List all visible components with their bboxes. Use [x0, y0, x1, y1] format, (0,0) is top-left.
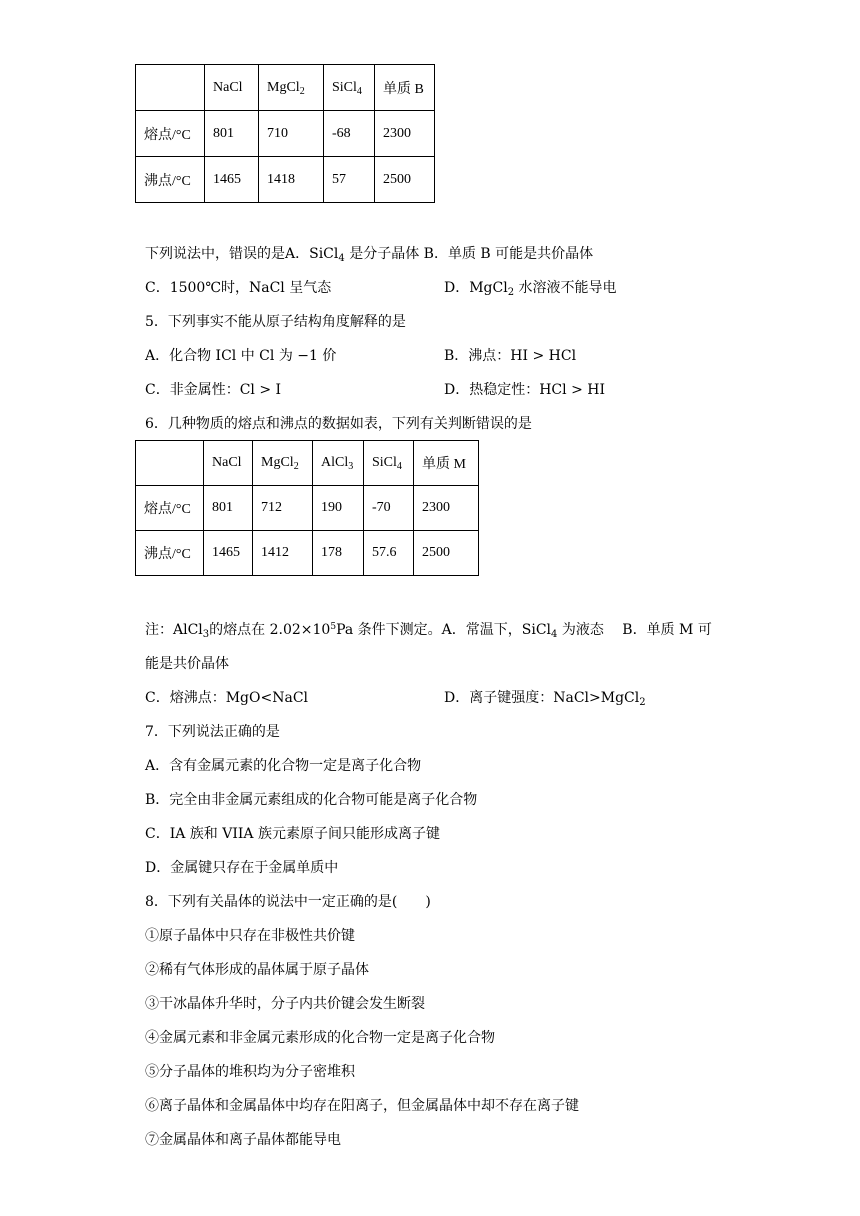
table-cell: 57 [324, 157, 375, 203]
table-header-cell: 单质 M [414, 441, 479, 486]
q8-stem: 8．下列有关晶体的说法中一定正确的是( ) [145, 894, 431, 910]
table-cell: 2500 [375, 157, 435, 203]
q6-note: 注：AlCl$_3$的熔点在 $2.02\times 10^5Pa$ 条件下测定。A．常温下，SiCl$_4$ 为液态 B．单质 M 可 [145, 622, 712, 640]
table-cell: 710 [259, 111, 324, 157]
table-cell: 2300 [414, 486, 479, 531]
table-cell: -70 [364, 486, 414, 531]
table-cell: 801 [204, 486, 253, 531]
table-row [136, 111, 435, 157]
row-label: 沸点/°C [136, 531, 204, 576]
q4-stem-line: 下列说法中，错误的是A．SiCl$_4$ 是分子晶体 B．单质 B 可能是共价晶体 [145, 246, 594, 264]
q6-note-continued: 能是共价晶体 [145, 656, 229, 672]
table-cell: 2500 [414, 531, 479, 576]
q5-stem: 5．下列事实不能从原子结构角度解释的是 [145, 314, 406, 330]
q5-option-c: C．非金属性：Cl > I [145, 382, 282, 398]
row-label: 熔点/°C [136, 111, 205, 157]
table-cell: 1412 [253, 531, 313, 576]
table-header-row [136, 441, 479, 486]
row-label: 熔点/°C [136, 486, 204, 531]
table-cell: 712 [253, 486, 313, 531]
q4-option-c: C．1500℃时，NaCl 呈气态 [145, 280, 332, 296]
table-cell: -68 [324, 111, 375, 157]
q4-option-d: D．MgCl$_2$ 水溶液不能导电 [444, 280, 617, 298]
table-corner-cell [136, 65, 205, 111]
table-cell: 57.6 [364, 531, 414, 576]
table-header-cell: MgCl$_2$ [253, 441, 313, 486]
q7-option-a: A．含有金属元素的化合物一定是离子化合物 [145, 758, 422, 774]
table-row [136, 157, 435, 203]
table-cell: 190 [313, 486, 364, 531]
q8-item: ②稀有气体形成的晶体属于原子晶体 [145, 962, 369, 978]
table-cell: 801 [205, 111, 259, 157]
q7-option-c: C．IA 族和 VIIA 族元素原子间只能形成离子键 [145, 826, 440, 842]
q8-item: ⑤分子晶体的堆积均为分子密堆积 [145, 1064, 355, 1080]
table-cell: 178 [313, 531, 364, 576]
table-cell: 1465 [204, 531, 253, 576]
q8-item: ①原子晶体中只存在非极性共价键 [145, 928, 355, 944]
table-header-cell: NaCl [205, 65, 259, 111]
table-header-cell: 单质 B [375, 65, 435, 111]
table-header-cell: AlCl$_3$ [313, 441, 364, 486]
table-corner-cell [136, 441, 204, 486]
q8-item: ⑥离子晶体和金属晶体中均存在阳离子，但金属晶体中却不存在离子键 [145, 1098, 579, 1114]
melting-boiling-table-2 [135, 440, 479, 576]
q5-option-a: A．化合物 ICl 中 Cl 为 −1 价 [145, 348, 337, 364]
table-cell: 1465 [205, 157, 259, 203]
table-header-cell: MgCl$_2$ [259, 65, 324, 111]
q5-option-b: B．沸点：HI > HCl [444, 348, 577, 364]
q7-option-b: B．完全由非金属元素组成的化合物可能是离子化合物 [145, 792, 478, 808]
table-cell: 2300 [375, 111, 435, 157]
q6-option-d: D．离子键强度：NaCl>MgCl$_2$ [444, 690, 646, 708]
table-header-cell: SiCl$_4$ [324, 65, 375, 111]
q8-item: ③干冰晶体升华时，分子内共价键会发生断裂 [145, 996, 425, 1012]
melting-boiling-table-1 [135, 64, 435, 203]
q6-option-c: C．熔沸点：MgO<NaCl [145, 690, 309, 706]
q7-stem: 7．下列说法正确的是 [145, 724, 280, 740]
q5-option-d: D．热稳定性：HCl > HI [444, 382, 605, 398]
table-header-row [136, 65, 435, 111]
table-header-cell: NaCl [204, 441, 253, 486]
q6-stem: 6．几种物质的熔点和沸点的数据如表，下列有关判断错误的是 [145, 416, 532, 432]
row-label: 沸点/°C [136, 157, 205, 203]
q7-option-d: D．金属键只存在于金属单质中 [145, 860, 339, 876]
table-row [136, 531, 479, 576]
q8-item: ⑦金属晶体和离子晶体都能导电 [145, 1132, 341, 1148]
table-row [136, 486, 479, 531]
q4-option-b: B．单质 B 可能是共价晶体 [423, 246, 594, 262]
q4-option-a: A．SiCl$_4$ 是分子晶体 [285, 246, 420, 264]
table-header-cell: SiCl$_4$ [364, 441, 414, 486]
table-cell: 1418 [259, 157, 324, 203]
q8-item: ④金属元素和非金属元素形成的化合物一定是离子化合物 [145, 1030, 495, 1046]
